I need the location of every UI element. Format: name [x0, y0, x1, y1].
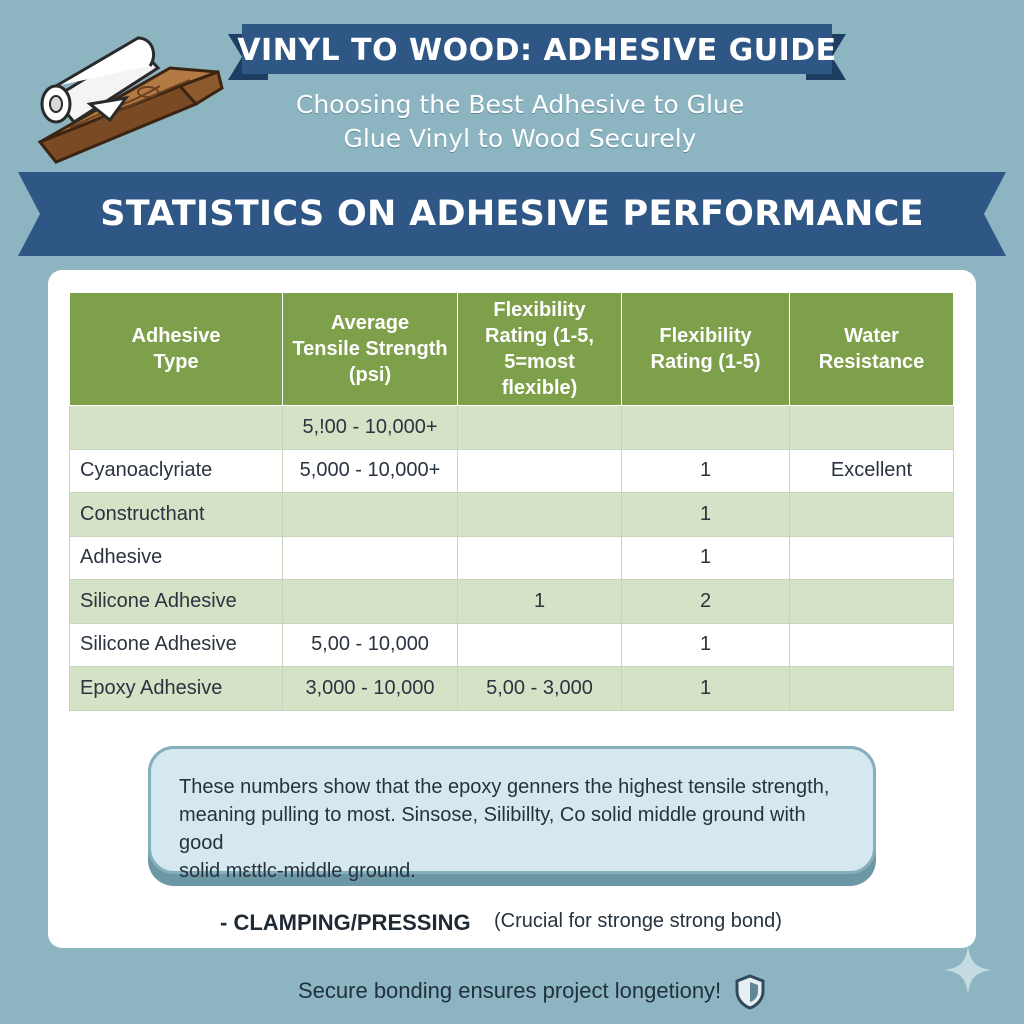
column-header-line: Adhesive	[131, 325, 221, 347]
summary-note	[148, 746, 876, 882]
table-cell: 5,00 - 3,000	[458, 667, 622, 711]
table-cell: Silicone Adhesive	[70, 623, 283, 667]
table-cell	[458, 536, 622, 580]
table-cell	[283, 493, 458, 537]
column-header-5	[790, 293, 954, 406]
vinyl-roll-on-wood-icon	[30, 24, 230, 174]
column-header-line: (psi)	[348, 364, 392, 386]
column-header-line: Average	[330, 312, 410, 334]
table-cell	[283, 580, 458, 624]
column-header-3	[458, 293, 622, 406]
column-header-4	[622, 293, 790, 406]
content-card	[48, 270, 976, 948]
table-cell: 3,000 - 10,000	[283, 667, 458, 711]
column-header-line: Rating (1-5)	[650, 351, 761, 373]
column-header-line: Rating (1-5,	[485, 325, 594, 347]
adhesive-performance-table	[69, 292, 954, 711]
table-cell: Cyanoaclyriate	[70, 449, 283, 493]
clamping-label: - CLAMPING/PRESSING	[220, 910, 471, 935]
table-cell: 1	[622, 536, 790, 580]
table-cell	[790, 406, 954, 450]
note-line-1: These numbers show that the epoxy genners the highest tensile strength,	[179, 776, 830, 798]
subtitle-line-1: Choosing the Best Adhesive to Glue	[295, 90, 745, 119]
table-body	[70, 406, 954, 711]
table-cell: 1	[458, 580, 622, 624]
table-row	[70, 667, 954, 711]
table-cell	[458, 406, 622, 450]
column-header-line: Flexibility	[493, 299, 586, 321]
column-header-line: 5=most flexible)	[501, 351, 578, 399]
table-cell: 2	[622, 580, 790, 624]
table-row	[70, 449, 954, 493]
table-cell: Epoxy Adhesive	[70, 667, 283, 711]
table-row	[70, 406, 954, 450]
table-cell: 1	[622, 667, 790, 711]
note-line-2: meaning pulling to most. Sinsose, Silibillty, Co solid middle ground with good	[179, 804, 806, 854]
table-cell: Excellent	[790, 449, 954, 493]
table-row	[70, 536, 954, 580]
table-row	[70, 580, 954, 624]
column-header-line: Resistance	[818, 351, 925, 373]
page-subtitle	[240, 88, 800, 156]
section-title: STATISTICS ON ADHESIVE PERFORMANCE	[100, 194, 924, 234]
table-cell	[70, 406, 283, 450]
table-cell	[790, 667, 954, 711]
table-cell	[790, 623, 954, 667]
title-ribbon	[228, 24, 846, 80]
footer-text: Secure bonding ensures project longetiony!	[298, 978, 722, 1003]
table-cell: Silicone Adhesive	[70, 580, 283, 624]
table-cell	[790, 580, 954, 624]
table-cell	[458, 449, 622, 493]
table-cell	[790, 536, 954, 580]
column-header-line: Water	[844, 325, 899, 347]
table-cell: 5,000 - 10,000+	[283, 449, 458, 493]
table-header-row	[70, 293, 954, 406]
clamping-note: (Crucial for stronge strong bond)	[494, 910, 782, 932]
table-cell	[622, 406, 790, 450]
table-cell	[790, 493, 954, 537]
page-title: VINYL TO WOOD: ADHESIVE GUIDE	[237, 32, 837, 68]
table-cell: Constructhant	[70, 493, 283, 537]
column-header-line: Tensile Strength	[292, 338, 448, 360]
table-cell: 1	[622, 449, 790, 493]
table-cell: 1	[622, 493, 790, 537]
table-cell: 5,00 - 10,000	[283, 623, 458, 667]
table-row	[70, 493, 954, 537]
column-header-1	[70, 293, 283, 406]
table-row	[70, 623, 954, 667]
table-cell	[458, 493, 622, 537]
sparkle-icon	[942, 944, 994, 996]
table-cell	[283, 536, 458, 580]
table-cell: Adhesive	[70, 536, 283, 580]
note-line-3: solid mεttlc-middle ground.	[179, 860, 416, 882]
column-header-2	[283, 293, 458, 406]
table-cell: 1	[622, 623, 790, 667]
column-header-line: Type	[153, 351, 199, 373]
shield-icon	[734, 974, 766, 1010]
table-cell	[458, 623, 622, 667]
section-banner	[18, 172, 1006, 256]
column-header-line: Flexibility	[659, 325, 752, 347]
table-cell: 5,!00 - 10,000+	[283, 406, 458, 450]
subtitle-line-2: Glue Vinyl to Wood Securely	[343, 124, 697, 153]
